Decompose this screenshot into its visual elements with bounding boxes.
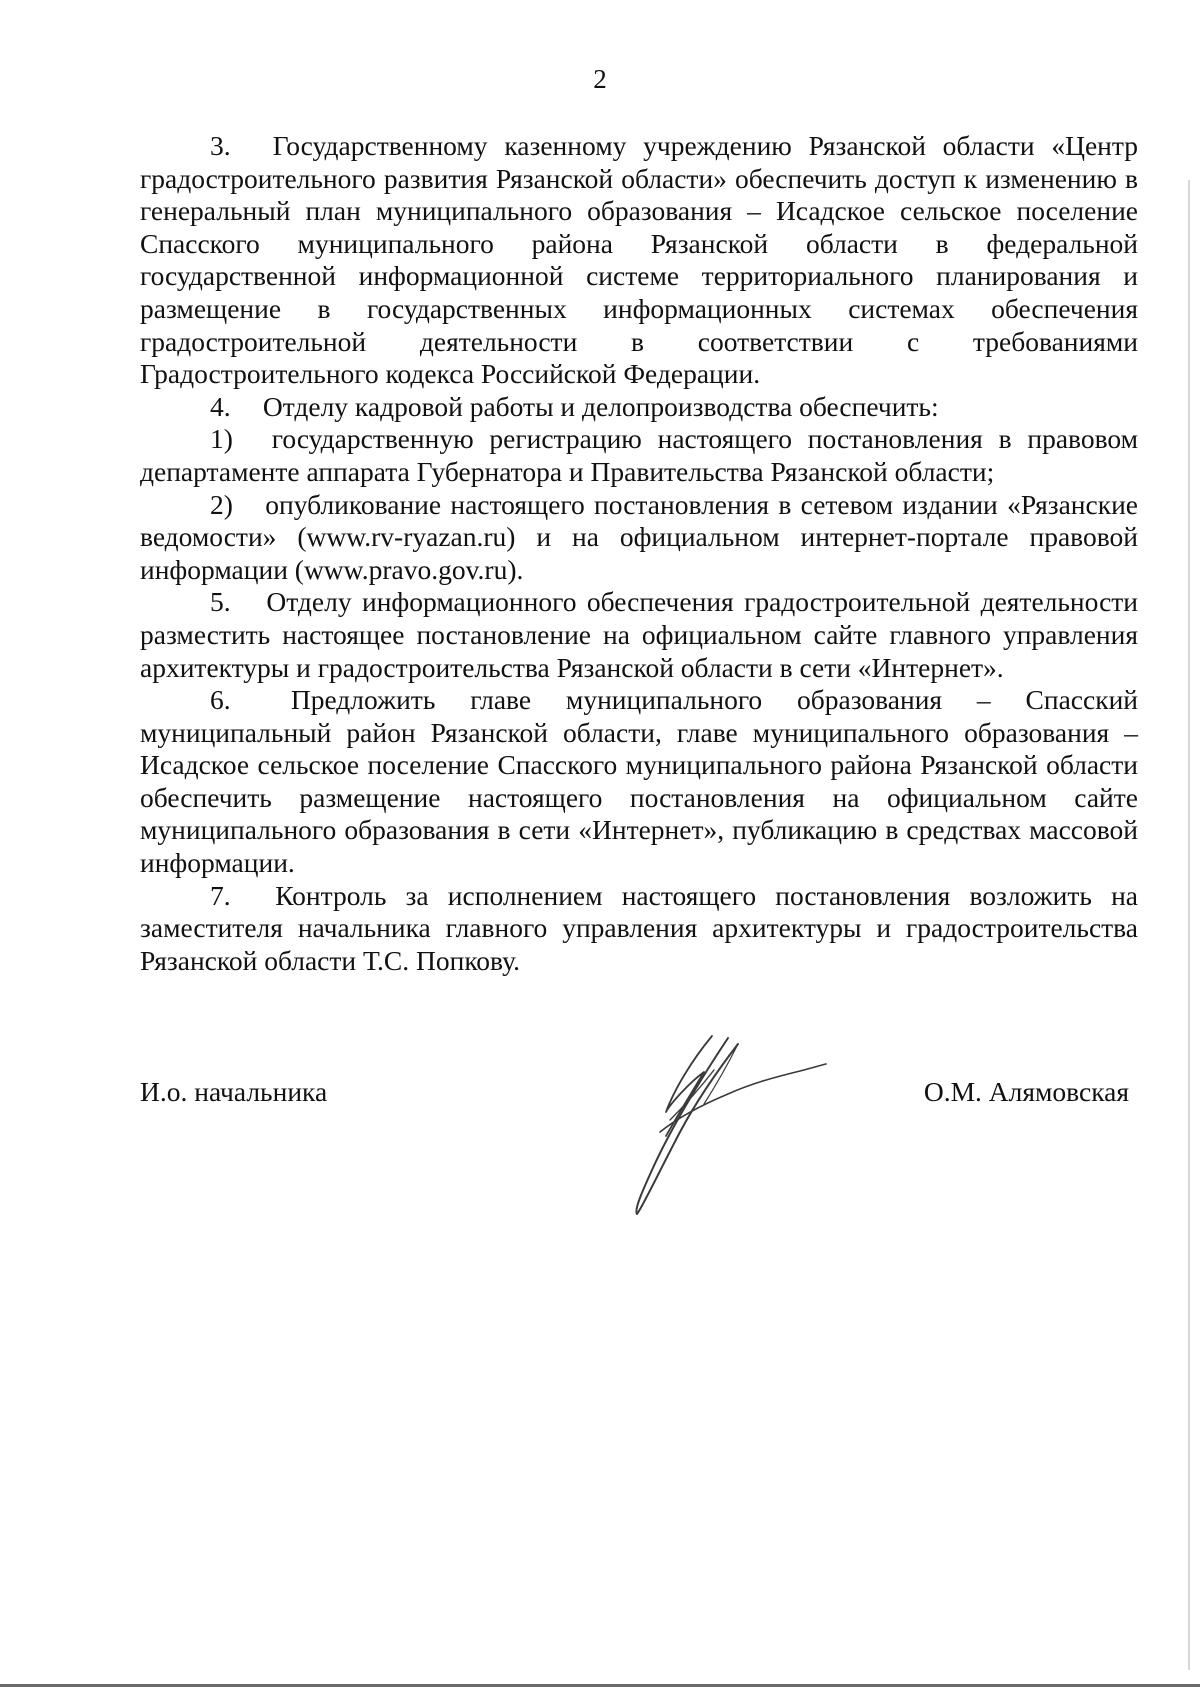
document-body (140, 130, 1138, 977)
scan-edge-line (1188, 180, 1190, 1670)
paragraph-6 (140, 684, 1138, 880)
subparagraph-2 (140, 489, 1138, 587)
paragraph-7 (140, 880, 1138, 978)
paragraph-text: Предложить главе муниципального образования – Спасский муниципальный район Рязанской области, главе муниципального образования – Исадское сельское поселение Спасского муниципального района Рязанской области обеспечить размещение настоящего постановления на официальном сайте муниципального образования в сети «Интернет», публикацию в средствах массовой информации. (140, 684, 1139, 879)
paragraph-number: 7. (210, 879, 231, 911)
paragraph-3 (140, 130, 1138, 391)
signatory-title: И.о. начальника (140, 1076, 328, 1107)
paragraph-text: Государственному казенному учреждению Рязанской области «Центр градостроительного развития Рязанской области» обеспечить доступ к изменению в генеральный план муниципального образования – Исадское сельское поселение Спасского муниципального района Рязанской области в федеральной государственной информационной системе территориального планирования и размещение в государственных информационных системах обеспечения градостроительной деятельности в соответствии с требованиями Градостроительного кодекса Российской Федерации. (140, 130, 1138, 390)
paragraph-text: государственную регистрацию настоящего постановления в правовом департаменте аппарата Губернатора и Правительства Рязанской области; (140, 423, 1139, 487)
paragraph-number: 4. (210, 390, 231, 422)
paragraph-number: 1) (210, 423, 233, 455)
signatory-name: О.М. Алямовская (923, 1076, 1129, 1107)
paragraph-text: опубликование настоящего постановления в сетевом издании «Рязанские ведомости» (www.rv-ryazan.ru) и на официальном интернет-портале правовой информации (www.pravo.gov.ru). (140, 488, 1138, 585)
handwritten-signature-icon (600, 1020, 840, 1220)
scan-bottom-line (0, 1684, 1200, 1687)
paragraph-number: 2) (210, 488, 233, 520)
paragraph-number: 3. (210, 130, 231, 161)
paragraph-4 (140, 391, 1138, 424)
paragraph-number: 6. (210, 684, 231, 716)
paragraph-text: Контроль за исполнением настоящего постановления возложить на заместителя начальника главного управления архитектуры и градостроительства Рязанской области Т.С. Попкову. (140, 879, 1139, 976)
paragraph-text: Отделу информационного обеспечения градостроительной деятельности разместить настоящее постановление на официальном сайте главного управления архитектуры и градостроительства Рязанской области в сети «Интернет». (140, 586, 1139, 683)
page-number: 2 (593, 64, 607, 94)
subparagraph-1 (140, 423, 1138, 488)
paragraph-text: Отделу кадровой работы и делопроизводства обеспечить: (262, 390, 939, 422)
paragraph-5 (140, 586, 1138, 684)
paragraph-number: 5. (210, 586, 231, 618)
